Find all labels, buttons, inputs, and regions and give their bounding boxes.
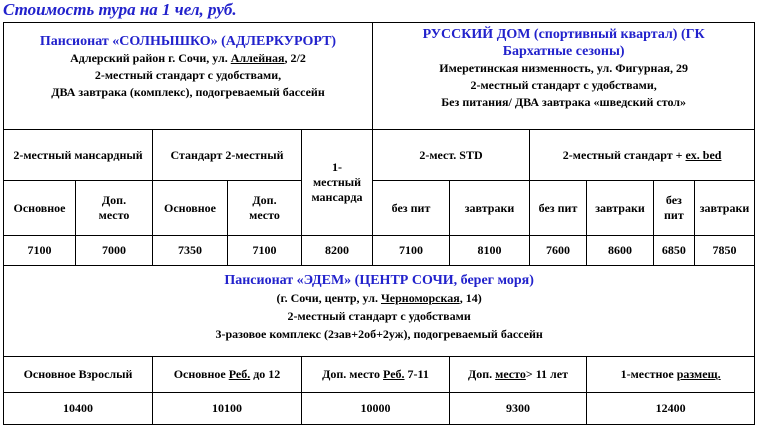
column-header: Основное (4, 181, 76, 236)
price-cell: 8100 (450, 236, 530, 266)
hotel-meals-edem: 3-разовое комплекс (2зав+2об+2уж), подогреваемый бассейн (215, 327, 543, 341)
column-header: Доп. место (228, 181, 302, 236)
price-cell: 7600 (530, 236, 587, 266)
price-cell: 7100 (4, 236, 76, 266)
edem-price-cell: 10400 (4, 393, 153, 425)
hotel-meals-russkiy-dom: Без питания/ ДВА завтрака «шведский стол» (441, 95, 687, 109)
hotel-meals-solnyshko: ДВА завтрака (комплекс), подогреваемый бассейн (51, 85, 325, 99)
hotel-russkiy-dom-info (373, 23, 755, 130)
edem-price-cell: 9300 (450, 393, 587, 425)
column-header: без пит (654, 181, 695, 236)
column-header: завтраки (587, 181, 654, 236)
price-cell: 7850 (694, 236, 755, 266)
hotel-address-edem: (г. Сочи, центр, ул. Черноморская, 14) (276, 291, 482, 305)
hotel-name-russkiy-dom: РУССКИЙ ДОМ (спортивный квартал) (ГК Бархатные сезоны) (422, 27, 705, 59)
column-header: завтраки (694, 181, 755, 236)
edem-price-cell: 10100 (153, 393, 302, 425)
hotel-address-solnyshko: Адлерский район г. Сочи, ул. Аллейная, 2/2 (70, 51, 306, 65)
hotel-address-russkiy-dom: Имеретинская низменность, ул. Фигурная, 29 (439, 61, 688, 75)
hotel-name-edem: Пансионат «ЭДЕМ» (ЦЕНТР СОЧИ, берег моря) (224, 273, 534, 288)
column-header: завтраки (450, 181, 530, 236)
page-title: Стоимость тура на 1 чел, руб. (3, 0, 237, 19)
edem-price-cell: 10000 (302, 393, 450, 425)
hotel-edem-info (4, 266, 755, 357)
group-label: 1-местный мансарда (302, 130, 373, 236)
price-cell: 7000 (76, 236, 153, 266)
edem-column-header: Основное Взрослый (4, 357, 153, 393)
hotel-name-solnyshko: Пансионат «СОЛНЫШКО» (АДЛЕРКУРОРТ) (39, 34, 337, 49)
hotel-room-edem: 2-местный стандарт с удобствами (287, 309, 471, 323)
column-header: без пит (373, 181, 450, 236)
price-cell: 8600 (587, 236, 654, 266)
group-label: Стандарт 2-местный (153, 130, 302, 181)
column-header: Основное (153, 181, 228, 236)
price-table (3, 22, 755, 425)
edem-price-cell: 12400 (587, 393, 755, 425)
hotel-solnyshko-info (4, 23, 373, 130)
hotel-room-solnyshko: 2-местный стандарт с удобствами, (94, 68, 282, 82)
price-cell: 7100 (373, 236, 450, 266)
column-header: Доп. место (76, 181, 153, 236)
column-header: без пит (530, 181, 587, 236)
edem-column-header: 1-местное размещ. (587, 357, 755, 393)
price-cell: 7100 (228, 236, 302, 266)
group-label: 2-местный мансардный (4, 130, 153, 181)
edem-column-header: Основное Реб. до 12 (153, 357, 302, 393)
hotel-room-russkiy-dom: 2-местный стандарт с удобствами, (470, 78, 657, 92)
edem-column-header: Доп. место> 11 лет (450, 357, 587, 393)
group-label: 2-местный стандарт + ex. bed (530, 130, 755, 181)
edem-column-header: Доп. место Реб. 7-11 (302, 357, 450, 393)
price-cell: 7350 (153, 236, 228, 266)
price-cell: 6850 (654, 236, 695, 266)
price-cell: 8200 (302, 236, 373, 266)
group-label: 2-мест. STD (373, 130, 530, 181)
